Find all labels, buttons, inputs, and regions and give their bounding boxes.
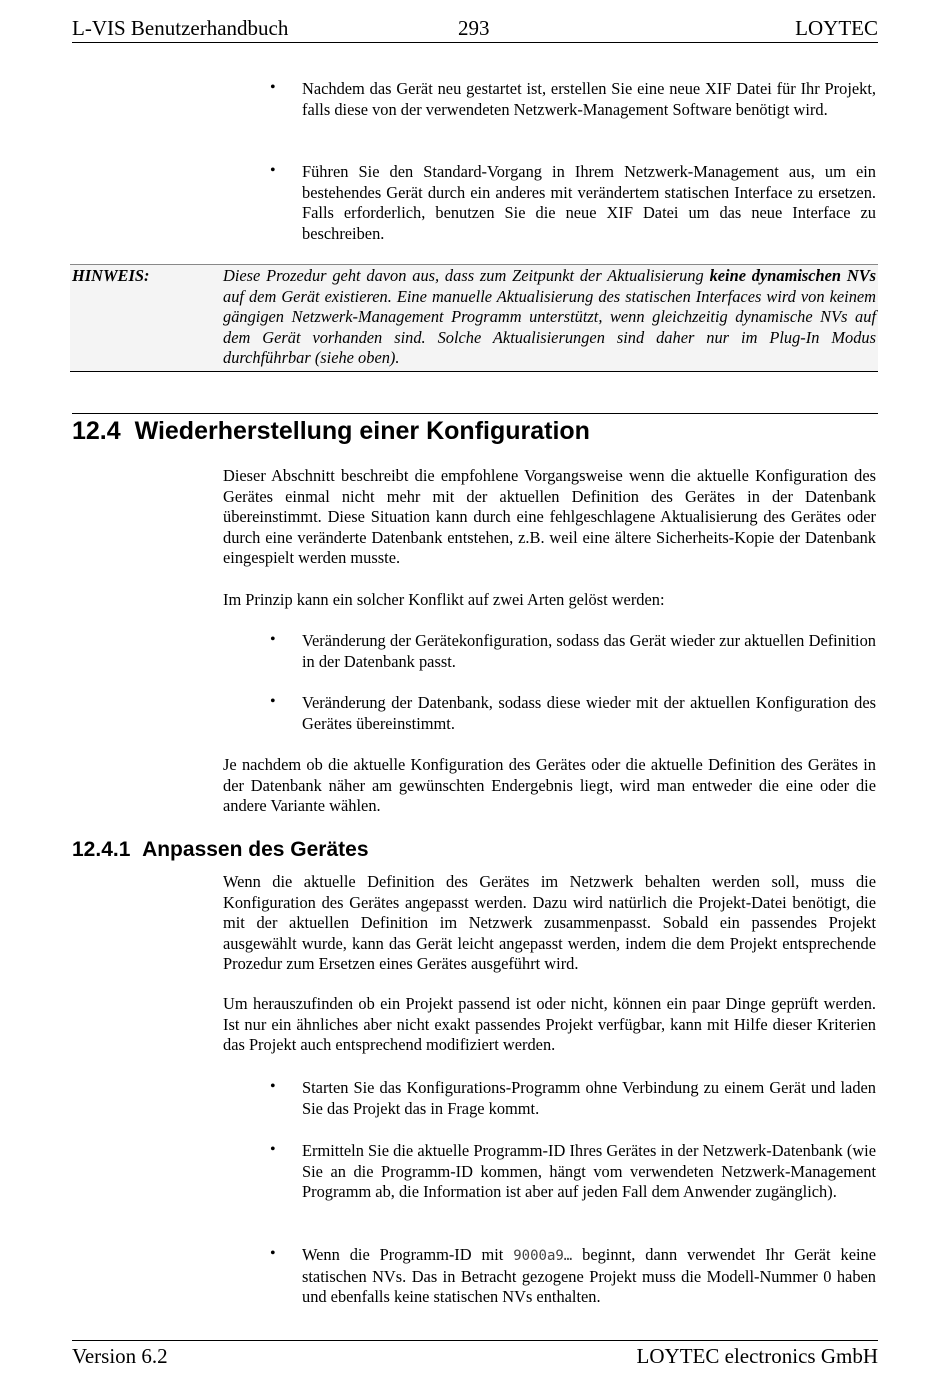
note-text-part: auf dem Gerät existieren. Eine manuelle Aktualisierung des statischen Interfaces wird von keinem gängigen Netzwerk-Management Programm unterstützt, wenn gleichzeitig dynamische NVs auf dem Gerät vorhanden sind. Solche Aktualisierungen sind daher nur im Plug-In Modus durchführbar (siehe oben). <box>223 286 876 367</box>
page-header <box>72 16 878 43</box>
section-number: 12.4 <box>72 417 121 445</box>
paragraph: Wenn die aktuelle Definition des Gerätes im Netzwerk behalten werden soll, muss die Konfiguration des Gerätes angepasst werden. Dazu wird natürlich die Projekt-Datei benötigt, die mit der aktuellen Definition im Netzwerk zusammenpasst. Sobald ein passendes Projekt ausgewählt wurde, kann das Gerät leicht angepasst werden, indem die dem Projekt entsprechende Prozedur zum Ersetzen eines Gerätes ausgeführt wird. <box>223 872 876 973</box>
bullet-icon: • <box>270 1078 276 1095</box>
header-doc-title: L-VIS Benutzerhandbuch <box>72 16 289 40</box>
header-page-number: 293 <box>458 16 490 40</box>
bullet-icon: • <box>270 1141 276 1158</box>
paragraph: Um herauszufinden ob ein Projekt passend ist oder nicht, können ein paar Dinge geprüft werden. Ist nur ein ähnliches aber nicht exakt passendes Projekt verfügbar, kann mit Hilfe dieser Kriterien das Projekt auch entsprechend modifiziert werden. <box>223 994 876 1054</box>
section-title: Wiederherstellung einer Konfiguration <box>134 417 590 445</box>
note-text-part: Diese Prozedur geht davon aus, dass zum Zeitpunkt der Aktualisierung <box>223 266 710 285</box>
footer-version: Version 6.2 <box>72 1344 168 1368</box>
list-item: Veränderung der Datenbank, sodass diese wieder mit der aktuellen Konfiguration des Gerätes übereinstimmt. <box>302 693 876 733</box>
subsection-heading <box>72 838 369 862</box>
list-item: Ermitteln Sie die aktuelle Programm-ID Ihres Gerätes in der Netzwerk-Datenbank (wie Sie an die Programm-ID kommen, hängt vom verwendeten Netzwerk-Management Programm ab, die Information ist aber auf jeden Fall dem Anwender zugänglich). <box>302 1141 876 1201</box>
list-item <box>302 1245 876 1308</box>
bullet-icon: • <box>270 693 276 710</box>
bullet-icon: • <box>270 79 276 96</box>
section-heading <box>72 413 878 446</box>
list-item: Starten Sie das Konfigurations-Programm ohne Verbindung zu einem Gerät und laden Sie das Projekt das in Frage kommt. <box>302 1078 876 1118</box>
footer-company: LOYTEC electronics GmbH <box>636 1344 878 1368</box>
bullet-icon: • <box>270 1245 276 1262</box>
subsection-title: Anpassen des Gerätes <box>142 838 369 861</box>
list-item: Führen Sie den Standard-Vorgang in Ihrem Netzwerk-Management aus, um ein bestehendes Gerät durch ein anderes mit verändertem statischen Interface zu ersetzen. Falls erforderlich, benutzen Sie die neue XIF Datei um das neue Interface zu beschreiben. <box>302 162 876 243</box>
list-item: Nachdem das Gerät neu gestartet ist, erstellen Sie eine neue XIF Datei für Ihr Projekt, falls diese von der verwendeten Netzwerk-Management Software benötigt wird. <box>302 79 876 119</box>
bullet-icon: • <box>270 162 276 179</box>
list-item: Veränderung der Gerätekonfiguration, sodass das Gerät wieder zur aktuellen Definition in der Datenbank passt. <box>302 631 876 671</box>
list-item-text: beginnt, dann verwendet Ihr Gerät keine statischen NVs. Das in Betracht gezogene Projekt muss die Modell-Nummer 0 haben und ebenfalls keine statischen NVs enthalten. <box>302 1245 876 1306</box>
paragraph: Dieser Abschnitt beschreibt die empfohlene Vorgangsweise wenn die aktuelle Konfiguration des Gerätes einmal nicht mehr mit der aktuellen Definition des Gerätes in der Datenbank übereinstimmt. Diese Situation kann durch eine fehlgeschlagene Aktualisierung des Gerätes oder durch eine veränderte Datenbank entstehen, z.B. weil eine ältere Sicherheits-Kopie der Datenbank eingespielt werden musste. <box>223 466 876 567</box>
note-box <box>70 264 878 372</box>
note-emphasis: keine dynamischen NVs <box>709 266 876 285</box>
page-footer <box>72 1340 878 1374</box>
bullet-icon: • <box>270 631 276 648</box>
paragraph: Je nachdem ob die aktuelle Konfiguration des Gerätes oder die aktuelle Definition des Gerätes in der Datenbank näher am gewünschten Endergebnis liegt, wird man entweder die eine oder die andere Variante wählen. <box>223 755 876 815</box>
program-id-code: 9000a9… <box>513 1248 573 1264</box>
header-company: LOYTEC <box>795 16 878 40</box>
paragraph: Im Prinzip kann ein solcher Konflikt auf zwei Arten gelöst werden: <box>223 590 665 609</box>
subsection-number: 12.4.1 <box>72 838 131 861</box>
list-item-text: Wenn die Programm-ID mit <box>302 1245 514 1264</box>
note-label: HINWEIS: <box>72 266 150 285</box>
note-text <box>223 266 876 369</box>
